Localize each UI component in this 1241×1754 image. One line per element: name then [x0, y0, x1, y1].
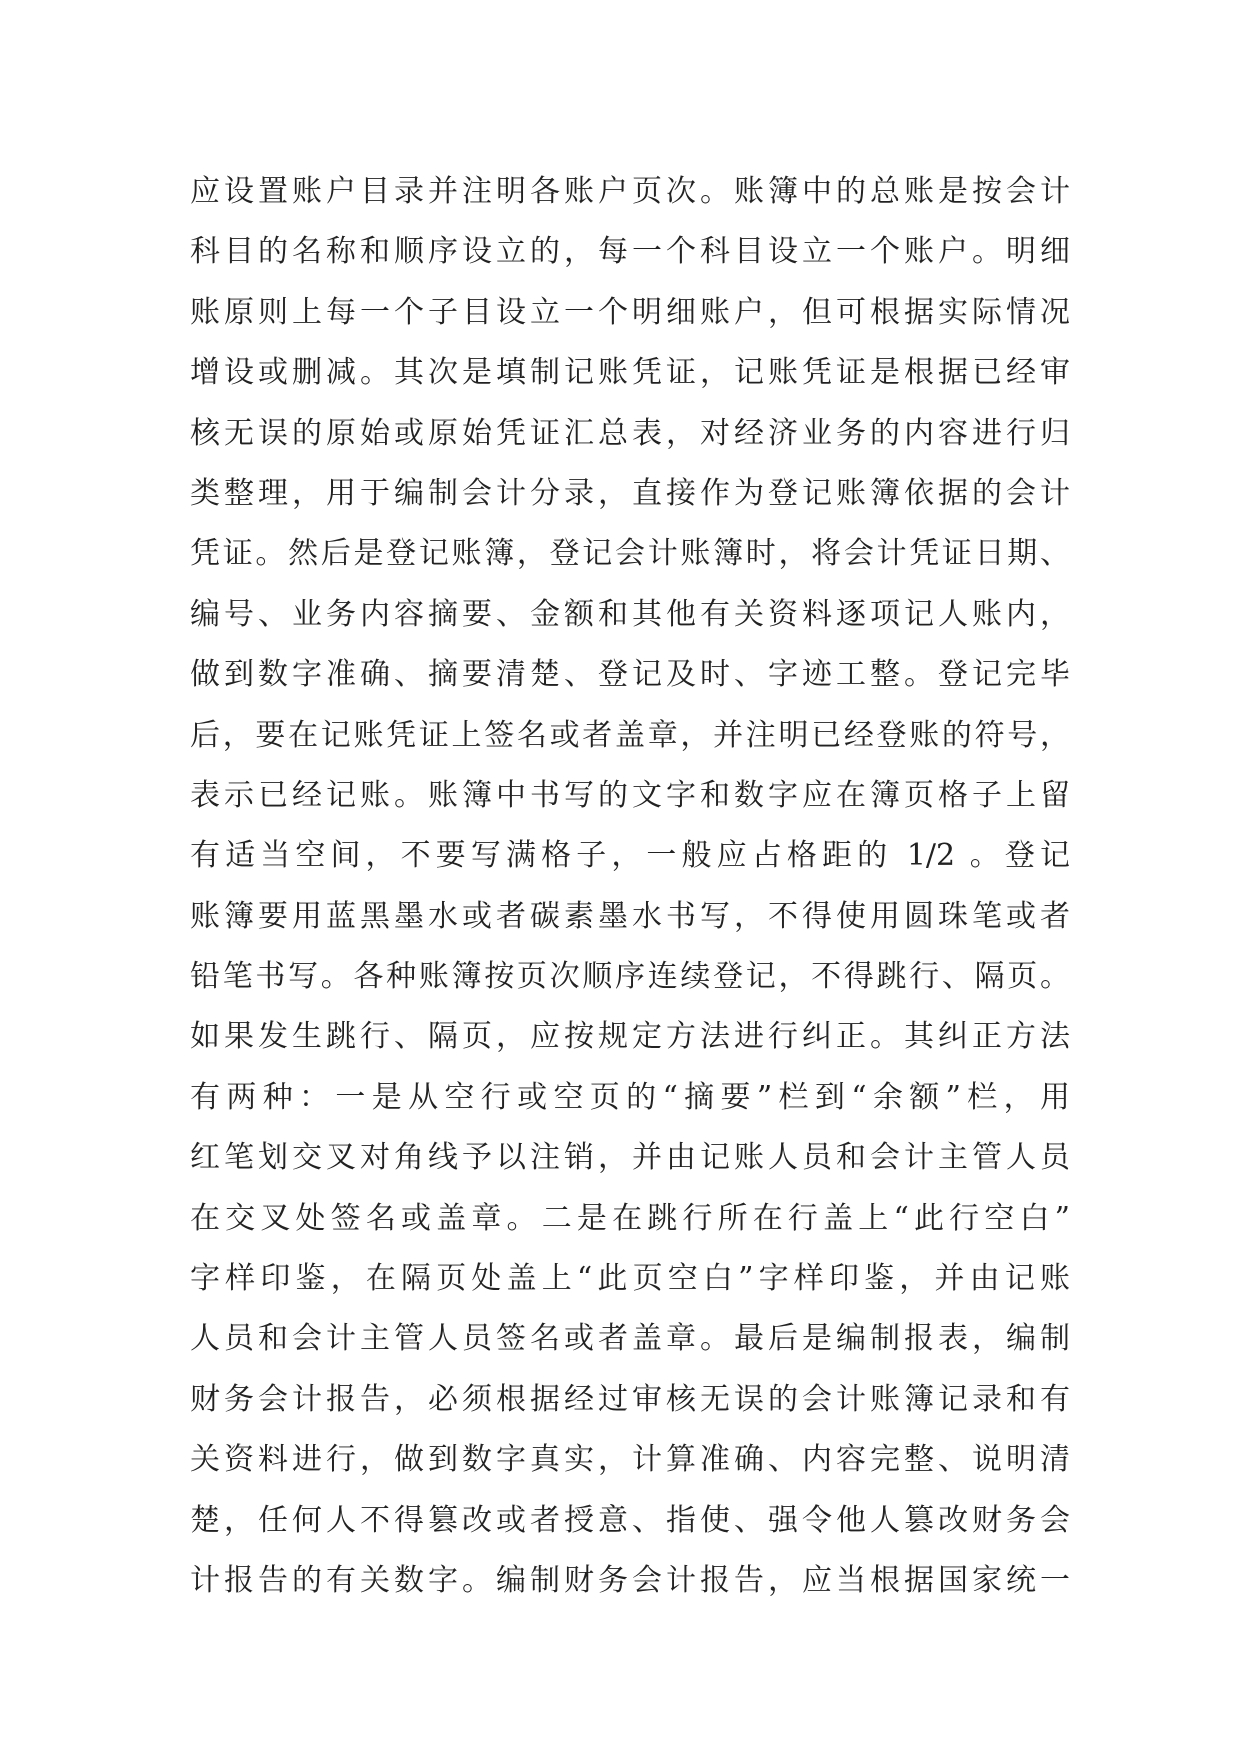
text-line-23: 楚，任何人不得篡改或者授意、指使、强令他人篡改财务会 — [190, 1502, 1070, 1538]
text-line-21: 财务会计报告，必须根据经过审核无误的会计账簿记录和有 — [190, 1381, 1070, 1417]
text-line-14: 铅笔书写。各种账簿按页次顺序连续登记，不得跳行、隔页。 — [190, 959, 1070, 995]
text-line-4: 增设或删减。其次是填制记账凭证，记账凭证是根据已经审 — [190, 355, 1070, 391]
text-line-6: 类整理，用于编制会计分录，直接作为登记账簿依据的会计 — [190, 475, 1070, 511]
text-line-8: 编号、业务内容摘要、金额和其他有关资料逐项记人账内， — [190, 596, 1070, 632]
text-line-2: 科目的名称和顺序设立的，每一个科目设立一个账户。明细 — [190, 234, 1070, 270]
text-line-1: 应设置账户目录并注明各账户页次。账簿中的总账是按会计 — [190, 174, 1070, 209]
text-line-12: 有适当空间，不要写满格子，一般应占格距的 1/2 。登记 — [190, 838, 1070, 874]
text-line-15: 如果发生跳行、隔页，应按规定方法进行纠正。其纠正方法 — [190, 1019, 1070, 1055]
text-line-5: 核无误的原始或原始凭证汇总表，对经济业务的内容进行归 — [190, 415, 1070, 451]
text-line-11: 表示已经记账。账簿中书写的文字和数字应在簿页格子上留 — [190, 777, 1070, 813]
text-line-13: 账簿要用蓝黑墨水或者碳素墨水书写，不得使用圆珠笔或者 — [190, 898, 1070, 934]
text-line-16: 有两种：一是从空行或空页的“摘要”栏到“余额”栏，用 — [190, 1079, 1070, 1115]
text-line-18: 在交叉处签名或盖章。二是在跳行所在行盖上“此行空白” — [190, 1200, 1070, 1236]
body-paragraph — [190, 162, 1070, 1611]
text-line-3: 账原则上每一个子目设立一个明细账户，但可根据实际情况 — [190, 294, 1070, 330]
text-line-19: 字样印鉴，在隔页处盖上“此页空白”字样印鉴，并由记账 — [190, 1261, 1070, 1297]
text-line-10: 后，要在记账凭证上签名或者盖章，并注明已经登账的符号， — [190, 717, 1070, 753]
text-line-7: 凭证。然后是登记账簿，登记会计账簿时，将会计凭证日期、 — [190, 536, 1070, 572]
text-line-17: 红笔划交叉对角线予以注销，并由记账人员和会计主管人员 — [190, 1140, 1070, 1176]
text-line-20: 人员和会计主管人员签名或者盖章。最后是编制报表，编制 — [190, 1321, 1070, 1357]
text-line-22: 关资料进行，做到数字真实，计算准确、内容完整、说明清 — [190, 1442, 1070, 1478]
text-line-9: 做到数字准确、摘要清楚、登记及时、字迹工整。登记完毕 — [190, 657, 1070, 693]
text-line-24: 计报告的有关数字。编制财务会计报告，应当根据国家统一 — [190, 1562, 1070, 1598]
